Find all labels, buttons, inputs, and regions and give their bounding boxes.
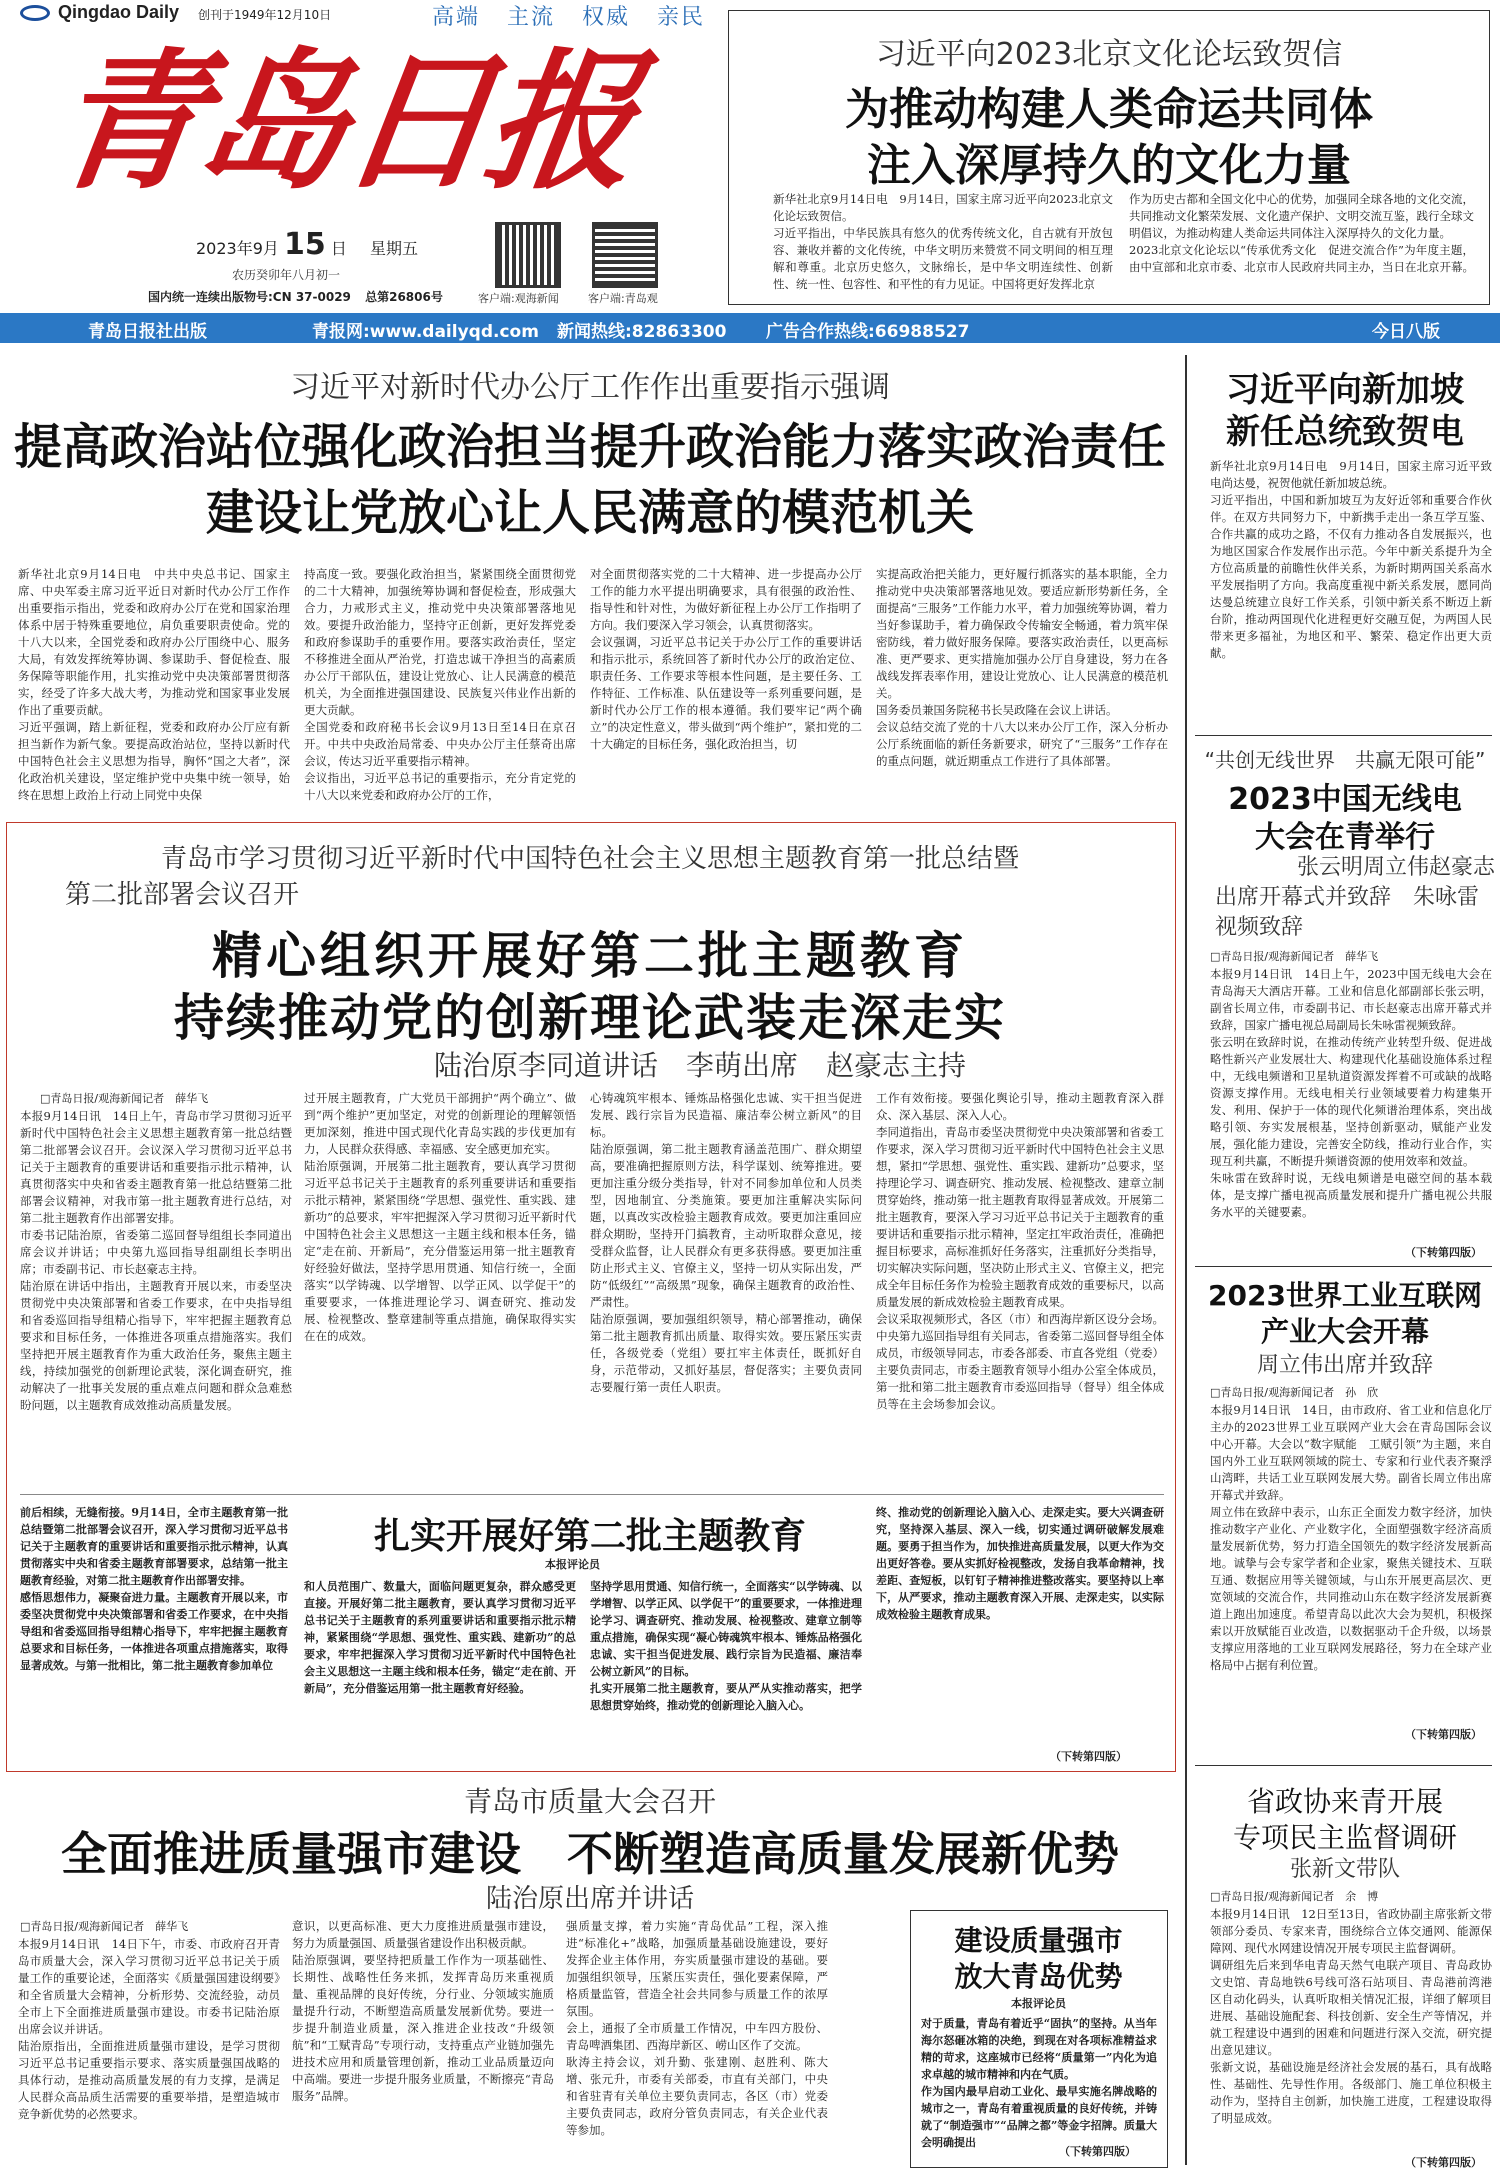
commentary-1-col1: 前后相续，无缝衔接。9月14日，全市主题教育第一批总结暨第二批部署会议召开，深入学习贯彻习近平总书记关于主题教育的重要讲话和重要指示批示精神，认真贯彻落实中央和省委主题教育部署要求，总结第一批主题教育经验，对第二批主题教育作出部署安排。 感悟思想伟力，凝聚奋进力量。主题教育开展以来，市委坚决贯彻党中央决策部署和省委工作要求，在中央指导组和省委巡回指导组精心指导下，牢牢把握主题教育总要求和目标任务，一体推进各项重点措施落实，取得显著成效。与第一批相比，第二批主题教育参加单位: [20, 1506, 288, 1672]
sidebar-story1-title-1: 习近平向新加坡: [1226, 370, 1464, 410]
second-story-kicker-1: 青岛市学习贯彻习近平新时代中国特色社会主义思想主题教育第一批总结暨: [160, 844, 1019, 874]
sidebar-story3-title-2: 产业大会开幕: [1260, 1315, 1429, 1348]
sidebar-story3-title-1: 2023世界工业互联网: [1208, 1279, 1482, 1312]
second-story-col4: 工作有效衔接。要强化舆论引导，推动主题教育深入群众、深入基层、深入人心。 李同道指出，青岛市委坚决贯彻党中央决策部署和省委工作要求，深入学习贯彻习近平新时代中国特色社会主义思想，紧扣“学思想、强党性、重实践、建新功”总要求，坚持理论学习、调查研究、推动发展、检视整改、建章立制贯穿始终，推动第一批主题教育取得显著成效。开展第二批主题教育，要深入学习习近平总书记关于主题教育的重要讲话和重要指示批示精神，坚定扛牢政治责任，准确把握目标要求，高标准抓好任务落实，注重抓好分类指导，切实解决实际问题，坚决防止形式主义、官僚主义，把完成全年目标任务作为检验主题教育成效的重要标尺，以高质量发展的新成效检验主题教育成果。 会议采取视频形式，各区（市）和西海岸新区设分会场。中央第九巡回指导组有关同志，省委第二巡回督导组全体成员，市级领导同志，市委各部委、市直各党组（党委）主要负责同志，市委主题教育领导小组办公室全体成员，第一批和第二批主题教育市委巡回指导（督导）组全体成员等在主会场参加会议。: [876, 1091, 1164, 1411]
second-story-title-2: 持续推动党的创新理论武装走深走实: [174, 989, 1006, 1047]
slogan-2: 主流: [507, 5, 556, 30]
second-story-col1: 本报9月14日讯 14日上午，青岛市学习贯彻习近平新时代中国特色社会主义思想主题教育第一批总结暨第二批部署会议召开。会议深入学习贯彻习近平总书记关于主题教育的重要讲话和重要指示批示精神，认真贯彻落实中央和省委主题教育第一批总结暨第二批部署会议精神，对我市第一批主题教育进行总结，对第二批主题教育作出部署安排。 市委书记陆治原，省委第二巡回督导组组长李同道出席会议并讲话；中央第九巡回指导组副组长李明出席；市委副书记、市长赵豪志主持。 陆治原在讲话中指出，主题教育开展以来，市委坚决贯彻党中央决策部署和省委工作要求，在中央指导组和省委巡回指导组精心指导下，牢牢把握主题教育总要求和目标任务，一体推进各项重点措施落实。我们坚持把开展主题教育作为重大政治任务，聚焦主题主线，持续加强党的创新理论武装，深化调查研究，推动解决了一批事关发展的重点难点问题和群众急难愁盼问题，以主题教育成效推动高质量发展。: [20, 1109, 292, 1412]
top-story-kicker: 习近平向2023北京文化论坛致贺信: [875, 37, 1343, 72]
sidebar-story1-title-2: 新任总统致贺电: [1226, 412, 1464, 452]
quality-story-kicker: 青岛市质量大会召开: [463, 1785, 716, 1818]
slogan-1: 高端: [432, 5, 481, 30]
slogan-3: 权威: [582, 5, 631, 30]
sidebar-story4-title-2: 专项民主监督调研: [1232, 1821, 1457, 1854]
sidebar-story2-sub-3: 视频致辞: [1215, 915, 1304, 940]
quality-story-byline: □青岛日报/观海新闻记者 薛华飞: [20, 1920, 189, 1933]
sidebar-story3-byline: □青岛日报/观海新闻记者 孙 欣: [1210, 1386, 1379, 1399]
masthead-issn: [148, 288, 443, 305]
sidebar-story4-sub: 张新文带队: [1289, 1857, 1400, 1882]
issn: 国内统一连续出版物号:CN 37-0029: [148, 290, 351, 304]
top-story-title-2: 注入深厚持久的文化力量: [867, 140, 1351, 191]
commentary-1-col4: 终、推动党的创新理论入脑入心、走深走实。要大兴调查研究，坚持深入基层、深入一线，切实通过调研破解发展难题。要勇于担当作为，加快推进高质量发展，以更大作为交出更好答卷。要从实抓好检视整改，发扬自我革命精神，找差距、查短板，以钉钉子精神推进整改落实。要坚持以上率下，从严要求，推动主题教育深入开展、走深走实，以实际成效检验主题教育成果。: [876, 1506, 1164, 1621]
masthead-logo: 青岛日报: [42, 34, 644, 210]
quality-story-col1: 本报9月14日讯 14日下午，市委、市政府召开青岛市质量大会，深入学习贯彻习近平总书记关于质量工作的重要论述，全面落实《质量强国建设纲要》和全省质量大会精神，分析形势、交流经验，动员全市上下全面推进质量强市建设。市委书记陆治原出席会议并讲话。 陆治原指出，全面推进质量强市建设，是学习贯彻习近平总书记重要指示要求、落实质量强国战略的具体行动，是推动高质量发展的有力支撑，是满足人民群众高品质生活需要的重要举措，是塑造城市竞争新优势的必然要求。: [18, 1937, 280, 2121]
sidebar-story4-more[interactable]: （下转第四版）: [1405, 2156, 1482, 2169]
info-ad-line: 广告合作热线:66988527: [766, 322, 970, 342]
second-story-byline: □青岛日报/观海新闻记者 薛华飞: [40, 1092, 209, 1105]
commentary-2-text: 对于质量，青岛有着近乎“固执”的坚持。从当年海尔怒砸冰箱的决绝，到现在对各项标准精益求精的苛求，这座城市已经将“质量第一”内化为追求卓越的城市精神和内在气质。 作为国内最早启动工业化、最早实施名牌战略的城市之一，青岛有着重视质量的良好传统，并铸就了“制造强市”“品牌之都”等金字招牌。质量大会明确提出: [921, 2017, 1157, 2149]
masthead-logo-mark: [20, 5, 50, 21]
sidebar-rule-3: [1195, 1765, 1492, 1766]
date-suffix: 日: [330, 239, 347, 258]
commentary-2-box: [910, 1910, 1168, 2168]
commentary-2-more[interactable]: （下转第四版）: [1059, 2145, 1136, 2158]
masthead: [0, 0, 720, 305]
main-story-title-1: 提高政治站位强化政治担当提升政治能力落实政治责任: [13, 419, 1166, 475]
sidebar-story4-text: 本报9月14日讯 12日至13日，省政协副主席张新文带领部分委员、专家来青，围绕综合立体交通网、能源保障网、现代水网建设情况开展专项民主监督调研。 调研组先后来到华电青岛天然气电联产项目、青岛政协文史馆、青岛地铁6号线可洛石站项目、青岛港前湾港区自动化码头，认真听取相关情况汇报，详细了解项目进展、基础设施配套、科技创新、安全生产等情况，并就工程建设中遇到的困难和问题进行深入交流，研究提出意见建议。 张新文说，基础设施是经济社会发展的基石，具有战略性、基础性、先导性作用。各级部门、施工单位积极主动作为，坚持自主创新，加快施工进度，工程建设取得了明显成效。: [1210, 1907, 1492, 2125]
commentary-1-byline: 本报评论员: [545, 1558, 600, 1571]
sidebar-story3-sub: 周立伟出席并致辞: [1256, 1353, 1433, 1378]
qr-code-1: [495, 222, 561, 288]
second-story-col3: 心铸魂筑牢根本、锤炼品格强化忠诚、实干担当促进发展、践行宗旨为民造福、廉洁奉公树立新风”的目标。 陆治原强调，第二批主题教育涵盖范围广、群众期望高，要准确把握原则方法，科学谋划、统筹推进。要更加注重分级分类指导，针对不同参加单位和人员类型，因地制宜、分类施策。要更加注重解决实际问题，以真改实改检验主题教育成效。要更加注重回应群众期盼，坚持开门搞教育，主动听取群众意见，接受群众监督，让人民群众有更多获得感。要更加注重防止形式主义、官僚主义，坚持一切从实际出发，严防“低级红”“高级黑”现象，确保主题教育的政治性、严肃性。 陆治原强调，要加强组织领导，精心部署推动，确保第二批主题教育抓出质量、取得实效。要压紧压实责任，各级党委（党组）要扛牢主体责任，既抓好自身，示范带动，又抓好基层，督促落实；主要负责同志要履行第一责任人职责。: [590, 1091, 862, 1394]
commentary-2-byline: 本报评论员: [1011, 1997, 1066, 2010]
commentary-2-title-2: 放大青岛优势: [954, 1960, 1123, 1993]
sidebar-story2-byline: □青岛日报/观海新闻记者 薛华飞: [1210, 950, 1379, 963]
qr-code-2: [592, 222, 658, 288]
second-story-title-1: 精心组织开展好第二批主题教育: [212, 927, 968, 985]
masthead-en-name: Qingdao Daily: [58, 2, 180, 22]
sidebar-story2-sub-1: 张云明周立伟赵豪志: [1296, 855, 1495, 880]
sidebar-story1-text: 新华社北京9月14日电 9月14日，国家主席习近平致电尚达曼，祝贺他就任新加坡总统。 习近平指出，中国和新加坡互为友好近邻和重要合作伙伴。在双方共同努力下，中新携手走出一条互学互鉴、合作共赢的成功之路，不仅有力推动各自发展振兴，也为地区国家合作发展作出示范。今年中新关系提升为全方位高质量的前瞻性伙伴关系，为新时期两国关系高水平发展指明了方向。我高度重视中新关系发展，愿同尚达曼总统建立良好工作关系，引领中新关系不断迈上新台阶，推动两国现代化进程更好交融互促，为两国人民带来更多福祉，为地区和平、繁荣、稳定作出更大贡献。: [1210, 459, 1492, 660]
quality-story-col2: 意识，以更高标准、更大力度推进质量强市建设，努力为质量强国、质量强省建设作出积极贡献。 陆治原强调，要坚持把质量工作作为一项基础性、长期性、战略性任务来抓，发挥青岛历来重视质量、重视品牌的良好传统，分行业、分领域实施质量提升行动，不断塑造高质量发展新优势。要进一步提升制造业质量，深入推进企业技改“升级领航”和“工赋青岛”专项行动，支持重点产业链加强先进技术应用和质量管理创新，推动工业品质量迈向中高端。要进一步提升服务业质量，不断擦亮“青岛服务”品牌。: [292, 1919, 554, 2103]
second-story-kicker-2: 第二批部署会议召开: [65, 880, 300, 910]
main-story-col4: 实提高政治把关能力，更好履行抓落实的基本职能，全力推动党中央决策部署落地见效。要适应新形势新任务，全面提高“三服务”工作能力水平，着力加强统筹协调，着力当好参谋助手，着力确保政令传输安全畅通，着力筑牢保密防线，着力做好服务保障。要落实政治责任，以更高标准、更严要求、更实措施加强办公厅自身建设，努力在各战线发挥表率作用，建设让党放心、让人民满意的模范机关。 国务委员兼国务院秘书长吴政隆在会议上讲话。 会议总结交流了党的十八大以来办公厅工作，深入分析办公厅系统面临的新任务新要求，研究了“三服务”工作存在的重点问题，就近期重点工作进行了具体部署。: [876, 567, 1168, 768]
masthead-founded: 创刊于1949年12月10日: [198, 8, 332, 22]
top-story-col2: 作为历史古都和全国文化中心的优势，加强同全球各地的文化交流，共同推动文化繁荣发展、文化遗产保护、文明交流互鉴，践行全球文明倡议，为推动构建人类命运共同体注入深厚持久的文化力量。 2023北京文化论坛以“传承优秀文化 促进交流合作”为年度主题，由中宣部和北京市委、北京市人民政府共同主办，当日在北京开幕。: [1129, 192, 1474, 274]
main-story-title-2: 建设让党放心让人民满意的模范机关: [205, 485, 974, 541]
commentary-1-col2: 和人员范围广、数量大，面临问题更复杂，群众感受更直接。开展好第二批主题教育，要认真学习贯彻习近平总书记关于主题教育的系列重要讲话和重要指示批示精神，紧紧围绕“学思想、强党性、重实践、建新功”的总要求，牢牢把握深入学习贯彻习近平新时代中国特色社会主义思想这一主题主线和根本任务，锚定“走在前、开新局”，充分借鉴运用第一批主题教育好经验。: [304, 1580, 576, 1695]
date-prefix: 2023年9月: [196, 239, 279, 258]
quality-story-title: 全面推进质量强市建设 不断塑造高质量发展新优势: [61, 1827, 1119, 1881]
sidebar-story3-text: 本报9月14日讯 14日，由市政府、省工业和信息化厅主办的2023世界工业互联网产业大会在青岛国际会议中心开幕。大会以“数字赋能 工赋引领”为主题，来自国内外工业互联网领域的院士、专家和行业代表齐聚浮山湾畔，共话工业互联网发展大势。副省长周立伟出席开幕式并致辞。 周立伟在致辞中表示，山东正全面发力数字经济，加快推动数字产业化、产业数字化，全面塑强数字经济高质量发展新优势，努力打造全国领先的数字经济发展新高地。诚挚与会专家学者和企业家，聚焦关键技术、互联互通、数据应用等关键领域，与山东开展更高层次、更宽领域的交流合作，共同推动山东在数字经济发展新赛道上跑出加速度。希望青岛以此次大会为契机，积极探索以开放赋能百业改造，以数据驱动千企升级，以场景支撑应用落地的工业互联网发展路径，努力在全球产业格局中占据有利位置。: [1210, 1403, 1492, 1672]
sidebar-story2-sub-2: 出席开幕式并致辞 朱咏雷: [1215, 885, 1480, 910]
sidebar-rule-2: [1195, 1266, 1492, 1267]
sidebar-rule-1: [1195, 735, 1492, 736]
sidebar-story3-more[interactable]: （下转第四版）: [1405, 1728, 1482, 1741]
commentary-1-rule: [20, 1494, 1164, 1495]
sidebar-story4-title-1: 省政协来青开展: [1246, 1785, 1443, 1818]
commentary-1-col3: 坚持学思用贯通、知信行统一，全面落实“以学铸魂、以学增智、以学正风、以学促干”的重要要求，一体推进理论学习、调查研究、推动发展、检视整改、建章立制等重点措施，确保实现“凝心铸魂筑牢根本、锤炼品格强化忠诚、实干担当促进发展、践行宗旨为民造福、廉洁奉公树立新风”的目标。 扎实开展第二批主题教育，要从严从实推动落实，把学思想贯穿始终，推动党的创新理论入脑入心。: [590, 1580, 862, 1712]
masthead-date: [196, 227, 418, 262]
quality-story-col3: 强质量支撑，着力实施“青岛优品”工程，深入推进“标准化+”战略，加强质量基础设施建设，要好发挥企业主体作用，夯实质量强市建设的基础。要加强组织领导，压紧压实责任，强化要素保障，严格质量监管，营造全社会共同参与质量工作的浓厚氛围。 会上，通报了全市质量工作情况，中车四方股份、青岛啤酒集团、西海岸新区、崂山区作了交流。 耿涛主持会议，刘升勤、张建刚、赵胜利、陈大增、张元升，市委有关部委，市直有关部门，中央和省驻青有关单位主要负责同志，各区（市）党委主要负责同志，政府分管负责同志，有关企业代表等参加。: [566, 1919, 828, 2137]
main-story-col3: 对全面贯彻落实党的二十大精神、进一步提高办公厅工作的能力水平提出明确要求，具有很强的政治性、指导性和针对性，为做好新征程上办公厅工作指明了方向。我们要深入学习领会，认真贯彻落实。 会议强调，习近平总书记关于办公厅工作的重要讲话和指示批示，系统回答了新时代办公厅的政治定位、职责任务、工作要求等根本性问题，是主要任务、工作特征、工作标准、队伍建设等一系列重要问题，是新时代办公厅工作的根本遵循。我们要牢记“两个确立”的决定性意义，带头做到“两个维护”，紧扣党的二十大确定的目标任务，强化政治担当，切: [590, 567, 862, 751]
slogan-4: 亲民: [657, 5, 706, 30]
top-story-col1: 新华社北京9月14日电 9月14日，国家主席习近平向2023北京文化论坛致贺信。 习近平指出，中华民族具有悠久的优秀传统文化，自古就有开放包容、兼收并蓄的文化传统，中华文明历来赞赏不同文明间的相互理解和尊重。北京历史悠久，文脉绵长，是中华文明连续性、创新性、统一性、包容性、和平性的有力见证。中国将更好发挥北京: [773, 192, 1113, 291]
sidebar-story2-title-1: 2023中国无线电: [1228, 782, 1462, 817]
main-story-kicker: 习近平对新时代办公厅工作作出重要指示强调: [290, 370, 890, 405]
quality-story-subtitle: 陆治原出席并讲话: [485, 1884, 694, 1914]
top-story-title-1: 为推动构建人类命运共同体: [845, 84, 1373, 135]
info-bar: [0, 313, 1500, 343]
info-website[interactable]: 青报网:www.dailyqd.com: [312, 322, 539, 342]
sidebar-story2-title-2: 大会在青举行: [1255, 820, 1435, 855]
commentary-1-title: 扎实开展好第二批主题教育: [373, 1516, 806, 1557]
column-separator: [1185, 355, 1187, 2165]
qr1-label: 客户端:观海新闻: [478, 292, 559, 305]
weekday: 星期五: [369, 239, 418, 258]
masthead-lunar: 农历癸卯年八月初一: [232, 268, 341, 282]
top-story: [728, 10, 1490, 305]
sidebar-story2-kicker: “共创无线世界 共赢无限可能”: [1204, 748, 1486, 772]
info-publisher: 青岛日报社出版: [88, 322, 207, 342]
issue-no: 总第26806号: [365, 290, 443, 304]
second-story-col2: 过开展主题教育，广大党员干部拥护“两个确立”、做到“两个维护”更加坚定，对党的创新理论的理解领悟更加深刻，推进中国式现代化青岛实践的步伐更加有力，人民群众获得感、幸福感、安全感更加充实。 陆治原强调，开展第二批主题教育，要认真学习贯彻习近平总书记关于主题教育的系列重要讲话和重要指示批示精神，紧紧围绕“学思想、强党性、重实践、建新功”的总要求，牢牢把握深入学习贯彻习近平新时代中国特色社会主义思想这一主题主线和根本任务，锚定“走在前、开新局”，充分借鉴运用第一批主题教育好经验好做法，坚持学思用贯通、知信行统一，全面落实“以学铸魂、以学增智、以学正风、以学促干”的重要要求，一体推进理论学习、调查研究、推动发展、检视整改、整章建制等重点措施，确保取得实实在在的成效。: [304, 1091, 576, 1343]
sidebar-story2-more[interactable]: （下转第四版）: [1405, 1246, 1482, 1259]
sidebar-story2-text: 本报9月14日讯 14日上午，2023中国无线电大会在青岛海天大酒店开幕。工业和信息化部副部长张云明，副省长周立伟，市委副书记、市长赵豪志出席开幕式并致辞，国家广播电视总局副局长朱咏雷视频致辞。 张云明在致辞时说，在推动传统产业转型升级、促进战略性新兴产业发展壮大、构建现代化基础设施体系过程中，无线电频谱和卫星轨道资源发挥着不可或缺的战略资源支撑作用。无线电相关行业领域要着力构建集开发、利用、保护于一体的现代化频谱治理体系，突出战略引领、夯实发展根基，坚持创新驱动，赋能产业发展，强化能力建设，完善安全防线，推动行业合作，实现互利共赢，不断提升频谱资源的使用效率和效益。 朱咏雷在致辞时说，无线电频谱是电磁空间的基本载体，是支撑广播电视高质量发展和提升广播电视公共服务水平的关键要素。: [1210, 967, 1492, 1219]
commentary-2-title-1: 建设质量强市: [954, 1924, 1123, 1957]
main-story-col2: 持高度一致。要强化政治担当，紧紧围绕全面贯彻党的二十大精神，加强统筹协调和督促检查，形成强大合力，力戒形式主义，推动党中央决策部署落地见效。要提升政治能力，坚持守正创新，更好发挥党委和政府参谋助手的重要作用。要落实政治责任，坚定不移推进全面从严治党，打造忠诚干净担当的高素质办公厅干部队伍，建设让党放心、让人民满意的模范机关，为全面推进强国建设、民族复兴伟业作出新的更大贡献。 全国党委和政府秘书长会议9月13日至14日在京召开。中共中央政治局常委、中央办公厅主任蔡奇出席会议，传达习近平重要指示精神。 会议指出，习近平总书记的重要指示，充分肯定党的十八大以来党委和政府办公厅的工作，: [304, 567, 576, 802]
qr2-label: 客户端:青岛观: [588, 292, 658, 305]
second-story-subtitle: 陆治原李同道讲话 李萌出席 赵豪志主持: [433, 1049, 966, 1082]
commentary-1-more[interactable]: （下转第四版）: [1050, 1750, 1127, 1763]
date-day: 15: [284, 227, 326, 262]
main-story-col1: 新华社北京9月14日电 中共中央总书记、国家主席、中央军委主席习近平近日对新时代办公厅工作作出重要指示指出，党委和政府办公厅在党和国家治理体系中居于特殊重要地位，肩负重要职责使命。党的十八大以来，全国党委和政府办公厅围绕中心、服务大局，有效发挥统筹协调、参谋助手、督促检查、服务保障等职能作用，扎实推动党中央决策部署贯彻落实，经受了许多大战大考，为推动党和国家事业发展作出了重要贡献。 习近平强调，踏上新征程，党委和政府办公厅应有新担当新作为新气象。要提高政治站位，坚持以新时代中国特色社会主义思想为指导，胸怀“国之大者”，深化政治机关建设，坚定维护党中央集中统一领导，始终在思想上政治上行动上同党中央保: [18, 567, 290, 802]
info-pages: 今日八版: [1372, 322, 1440, 342]
sidebar-story4-byline: □青岛日报/观海新闻记者 余 博: [1210, 1890, 1379, 1903]
info-hotline: 新闻热线:82863300: [557, 322, 727, 342]
